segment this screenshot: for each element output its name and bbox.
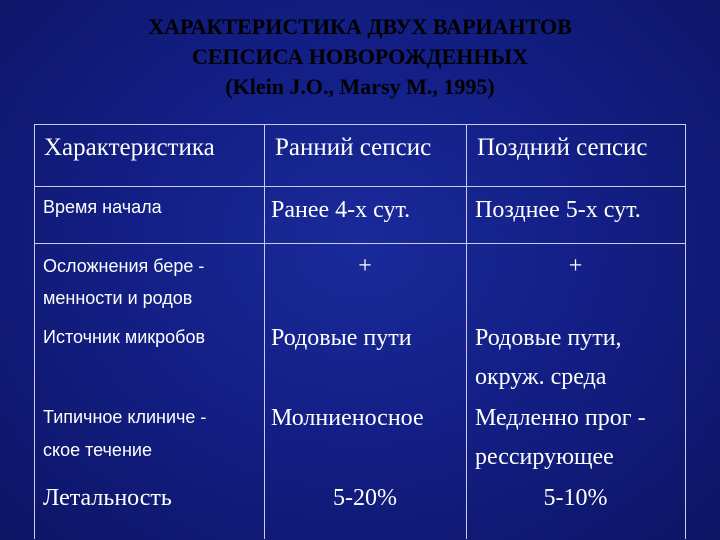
title-line-1: ХАРАКТЕРИСТИКА ДВУХ ВАРИАНТОВ	[148, 14, 572, 39]
row-onset-feature: Время начала	[43, 197, 162, 217]
row-source-late-line1: Родовые пути,	[475, 325, 622, 351]
comparison-table	[34, 124, 686, 539]
row-complications-early: +	[358, 253, 372, 279]
row-source-late-line2: окруж. среда	[475, 364, 607, 390]
row-course-feature-line1: Типичное клиниче -	[43, 407, 207, 427]
row-source-feature: Источник микробов	[43, 327, 206, 347]
row-course-feature-line2: ское течение	[43, 440, 152, 460]
column-divider-1	[264, 125, 265, 539]
row-lethality-early: 5-20%	[333, 485, 397, 511]
row-onset-late: Позднее 5-х сут.	[475, 197, 641, 223]
row-course-late-line1: Медленно прог -	[475, 405, 646, 431]
row-course-early: Молниеносное	[271, 405, 424, 431]
row-complications-feature-line2: менности и родов	[43, 288, 193, 308]
column-divider-2	[466, 125, 467, 539]
row-source-early: Родовые пути	[271, 325, 412, 351]
row-lethality-late: 5-10%	[543, 485, 608, 511]
row-complications-late: +	[568, 253, 583, 279]
title-line-3: (Klein J.O., Marsy M., 1995)	[225, 74, 495, 99]
row-complications-feature-line1: Осложнения бере -	[43, 256, 205, 276]
row-divider-1	[35, 243, 685, 244]
slide-title	[0, 12, 720, 102]
header-row-divider	[35, 186, 685, 187]
row-course-late-line2: рессирующее	[475, 444, 614, 470]
header-early-sepsis: Ранний сепсис	[275, 134, 432, 161]
title-line-2: СЕПСИСА НОВОРОЖДЕННЫХ	[191, 44, 528, 69]
header-characteristic: Характеристика	[44, 134, 215, 161]
header-late-sepsis: Поздний сепсис	[477, 134, 648, 161]
row-lethality-feature: Летальность	[43, 485, 172, 511]
row-onset-early: Ранее 4-х сут.	[271, 197, 411, 223]
